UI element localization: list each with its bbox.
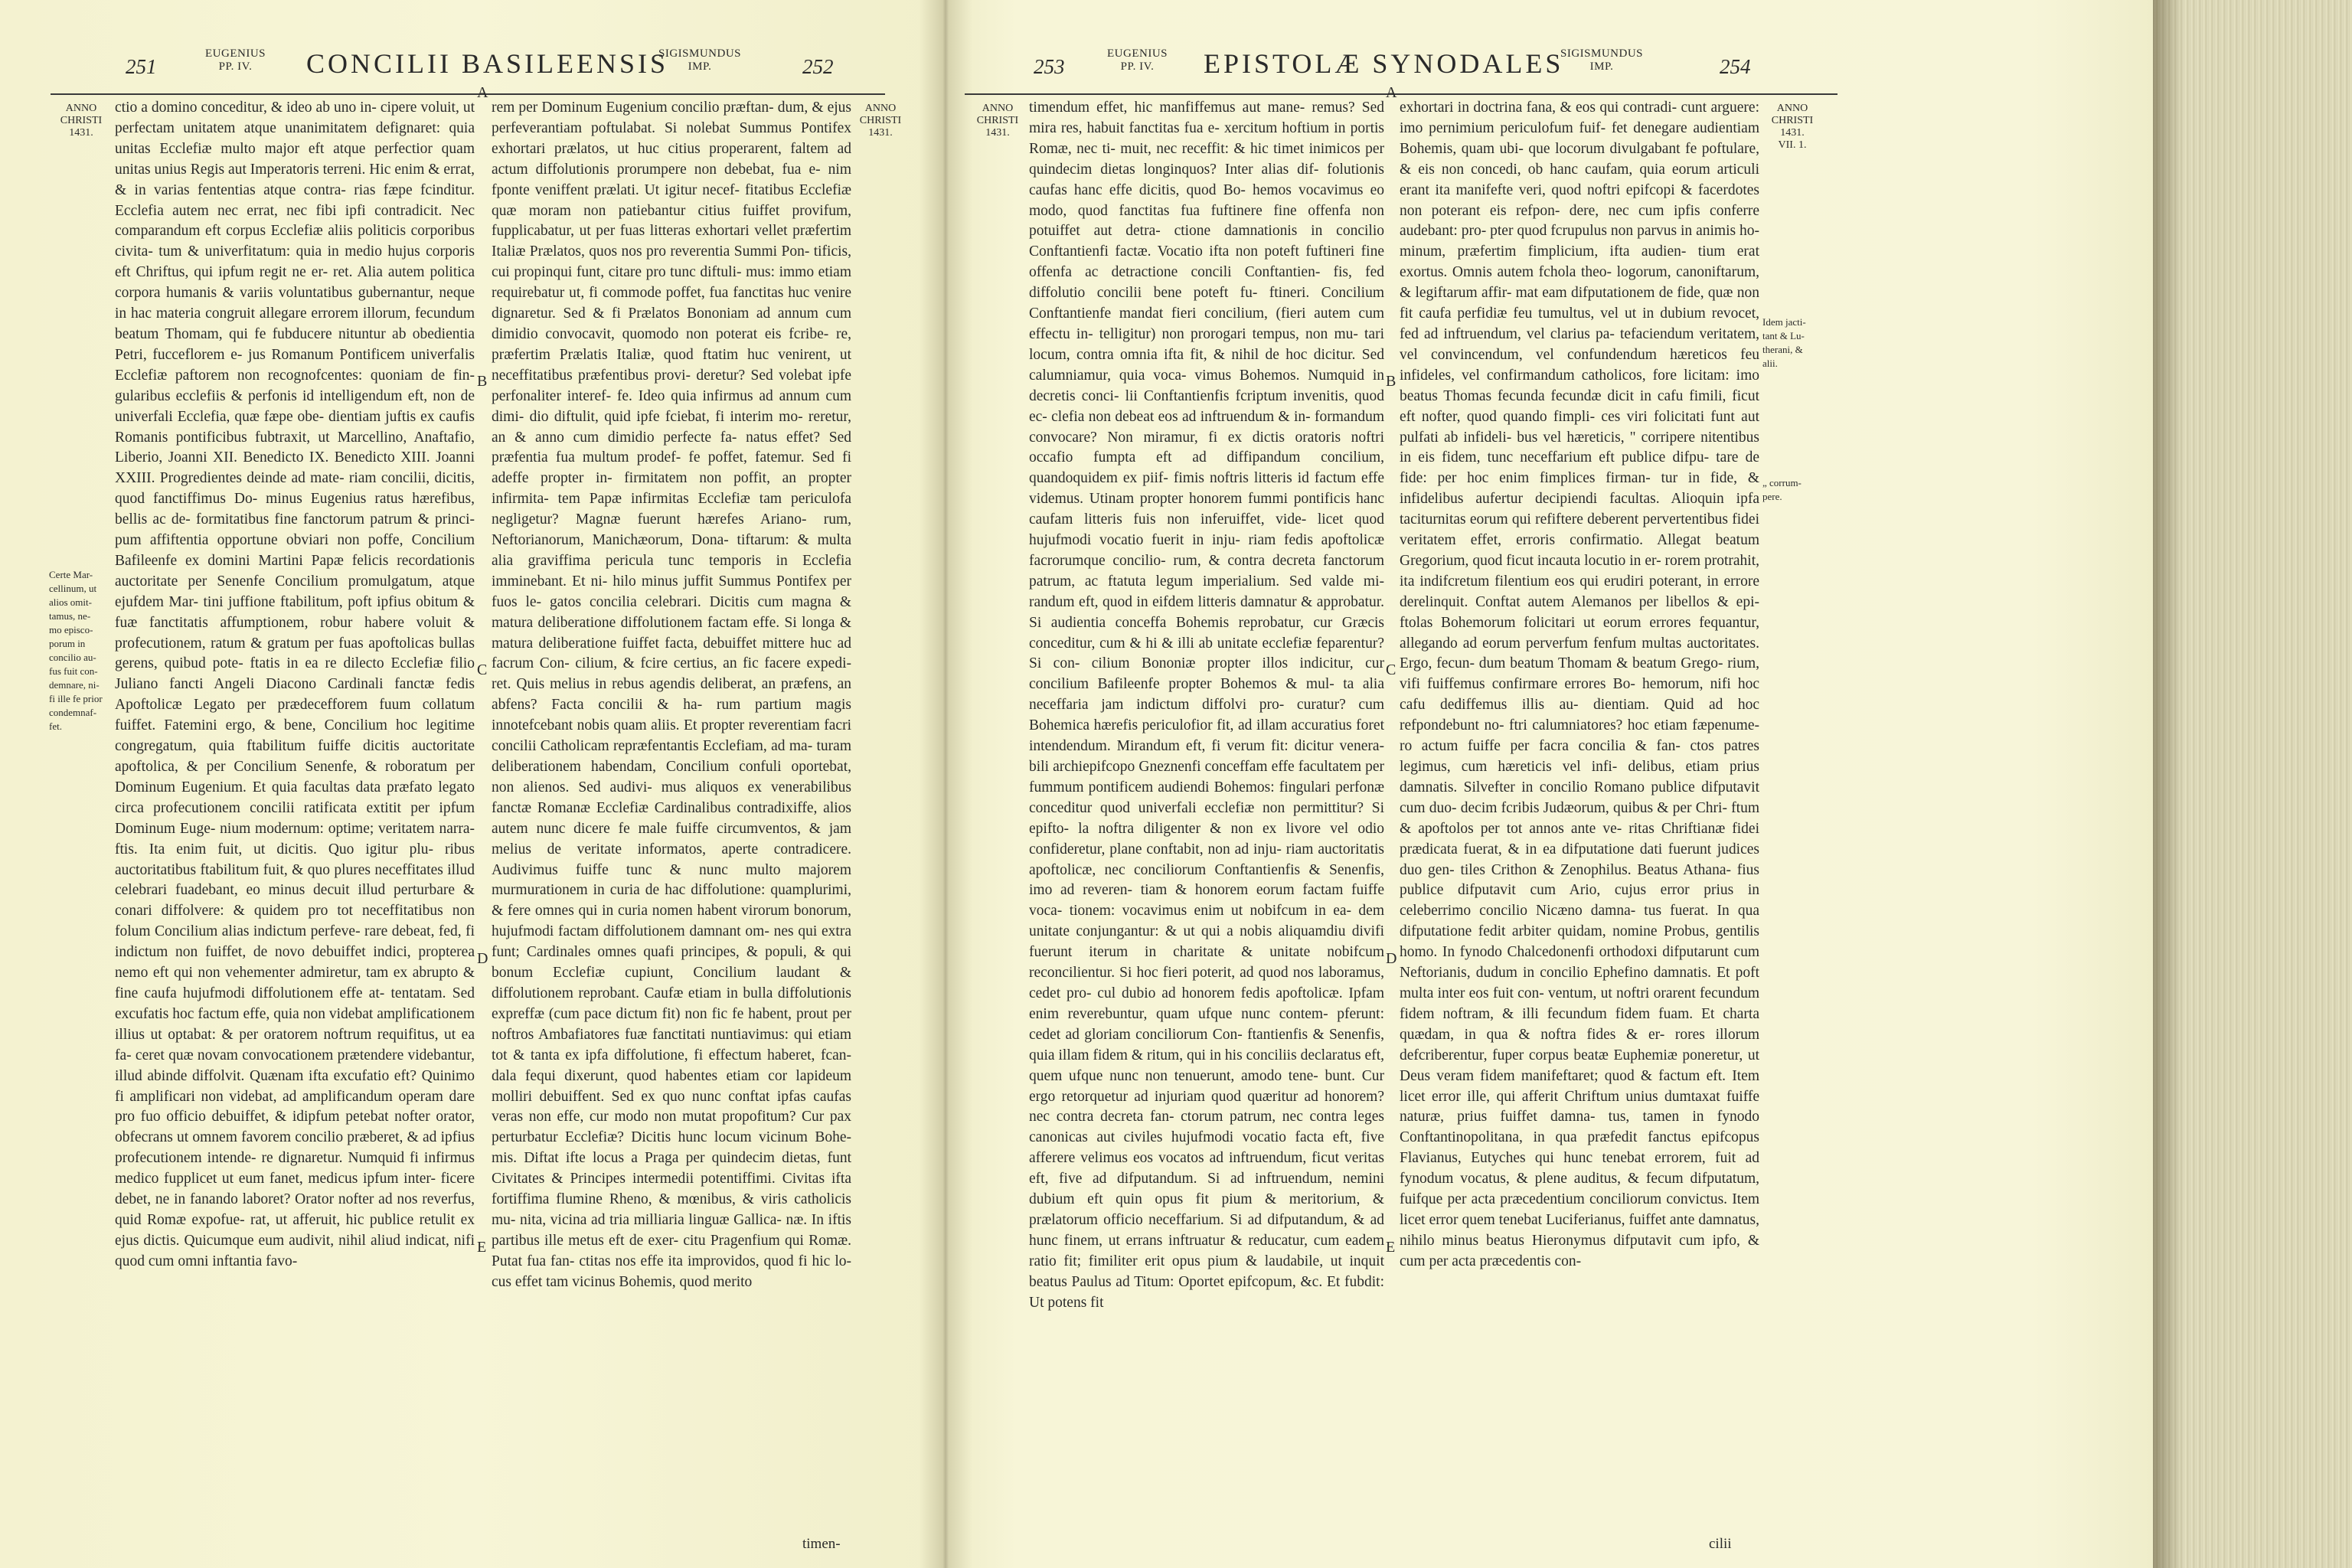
section-letter-c: C (1386, 662, 1396, 678)
section-letter-e: E (1386, 1239, 1396, 1256)
page-number-251: 251 (126, 55, 157, 78)
left-page-column-1 (115, 98, 475, 1553)
section-letter-b: B (1386, 373, 1396, 390)
page-number-254: 254 (1720, 55, 1751, 78)
section-letter-d: D (477, 950, 488, 967)
section-letter-b: B (477, 373, 488, 390)
side-note: Certe Mar- cellinum, ut alios omit- tamus, ne- mo episco- porum in concilio au- fus fuit con- demnare, ni- fi ille fe prior condemnaf- fet. (49, 569, 103, 732)
side-note-corrumpere: „ corrum- pere. (1762, 477, 1802, 502)
header-emperor: SIGISMUNDUS IMP. (1560, 47, 1644, 73)
left-page-header (0, 44, 943, 90)
catchword: timen- (802, 1536, 841, 1552)
margin-anno-left: ANNO CHRISTI 1431. (60, 103, 103, 139)
header-title: CONCILII BASILEENSIS (306, 48, 668, 79)
header-pope: EUGENIUS PP. IV. (205, 47, 266, 73)
right-page-column-1 (1029, 98, 1384, 1534)
header-title: EPISTOLÆ SYNODALES (1204, 48, 1564, 79)
side-note-lutherani: Idem jacti- tant & Lu- therani, & alii. (1762, 316, 1806, 369)
section-letter-c: C (477, 662, 488, 678)
right-page (943, 0, 2153, 1568)
section-letter-a: A (1386, 84, 1397, 101)
column-text: ctio a domino conceditur, & ideo ab uno in- cipere voluit, ut perfectam unitatem atque unanimitatem defignaret: quia unitas Ecclefiæ multo major eft atque perfectior quam unitas unius Regis aut Imperatoris terreni. Hic enim & errat, & in varias fententias atque contra- rias fæpe fcinditur. Ecclefia autem nec errat, nec fibi ipfi contradicit. Nec comparandum eft corpus Ecclefiæ aliis politicis corporibus civita- tum & univerfitatum: quia in medio hujus corporis eft Chriftus, qui ipfum regit ne er- ret. Alia autem politica corpora humanis & variis voluntatibus gubernantur, neque in hac materia congruit allegare errorem illorum, fecundum beatum Thomam, qui fe fubducere nituntur ab obedientia Petri, fucceflorem e- jus Romanum Pontificem univerfalis Ecclefiæ paftorem non recognofcentes: quoniam de fin- gularibus ecclefiis & perfonis id intelligendum eft, non de univerfali Ecclefia, quæ fæpe obe- dientiam juftis ex caufis Romanis pontificibus fubtraxit, ut Marcellino, Anaftafio, Liberio, Joanni XII. Benedicto IX. Benedicto XIII. Joanni XXIII. Progredientes deinde ad mate- riam concilii, dicitis, quod fanctiffimus Do- minus Eugenius ratus hærefibus, bellis ac de- formitatibus fine fanctorum patrum & princi- pum affiftentia opportune obviari non poffe, Concilium Bafileenfe ex domini Martini Papæ felicis recordationis auctoritate per Senenfe Concilium promulgatum, atque ejufdem Mar- tini juffione ftabilitum, poft ipfius obitum & fuæ fanctitatis affumptionem, robur habere voluit & profecutionem, ratum & gratum per fuas apoftolicas bullas gerens, quibud pote- ftatis in ea re dilecto Ecclefiæ filio Juliano fancti Angeli Diacono Cardinali fanctæ fedis Apoftolicæ Legato per prædecefforem fuum collatum fuiffet. Fatemini ergo, & bene, Concilium hoc legitime congregatum, quia ftabilitum fuiffe dicitis auctoritate apoftolica, & per Concilium Senenfe, & roboratum per Dominum Eugenium. Et quia facultas data præfato legato circa profecutionem concilii ratificata extitit per ipfum Dominum Euge- nium modernum: optime; veritatem narra- ftis. Ita enim fuit, ut dicitis. Quo igitur plu- ribus auctoritatibus ftabilitum fuit, & quo plures neceffitates illud celebrari fuadebant, eo minus decuit illud perturbare & conari diffolvere: & quidem pro tot neceffitatibus non folum Concilium alias indictum perfeve- rare debeat, fed, fi indictum non fuiffet, de novo debuiffet indici, propterea nemo eft qui non vehementer admiretur, tam ex abrupto & fine caufa hujufmodi diffolutionem effe at- tentatam. Sed excufatis hoc factum effe, quia non videbat amplificationem illius ut optabat: & per oratorem noftrum requifitus, ut ea fa- ceret quæ novam convocationem prætendere videbantur, illud abinde diffolvit. Quænam ifta excufatio eft? Quinimo fi amplificari non videbat, ad amplificandum operam dare pro fuo officio debuiffet, & idipfum petebat nofter orator, obfecrans ut omnem favorem concilio præberet, & ad ipfius profecutionem intende- re dignaretur. Numquid fi infirmus medico fupplicet ut eum fanet, medicus ipfum inter- ficere debet, ne in fanando laboret? Orator nofter ad nos reverfus, quid Romæ expofue- rat, ut afferuit, hic publice retulit ex ejus dictis. Quicumque eum audivit, nihil aliud indicat, nifi quod cum omni inftantia favo- (115, 100, 475, 1269)
page-number-252: 252 (802, 55, 834, 78)
right-page-header (943, 44, 2153, 90)
left-page-column-2 (492, 98, 851, 1534)
left-page (0, 0, 943, 1568)
margin-anno-right: ANNO CHRISTI 1431. VII. 1. (1771, 103, 1814, 151)
header-rule (51, 93, 885, 95)
page-edges (2153, 0, 2352, 1568)
column-text: exhortari in doctrina fana, & eos qui contradi- cunt arguere: imo pernimium periculofum fuif- fet denegare audientiam Bohemis, quam ubi- que locorum divulgabant fe poftulare, & eis non concedi, ob hanc caufam, quia eorum articuli erant ita manifefte veri, quod noftri epifcopi & facerdotes non poterant eis refpon- dere, nec cum ipfis conferre audebant: pro- pter quod fcrupulus non parvus in animis ho- minum, præfertim fimplicium, ifta audien- tium erat exortus. Omnis autem fchola theo- logorum, canoniftarum, & legiftarum affir- mat eam difputationem de fide, quæ non fit caufa perfidiæ feu tumultus, vel ut in dubium revocet, fed ad inftruendum, vel clarius pa- tefaciendum veritatem, vel convincendum, vel confundendum hæreticos feu infideles, vel confirmandum catholicos, fore licitam: imo beatus Thomas fecunda fecundæ dicit in cafu fimili, ficut eft nofter, quod quando fimpli- ces viri folicitati funt aut pulfati ab infideli- bus vel hæreticis, " corripere nitentibus in eis fidem, tunc neceffarium eft publice difpu- tare de fide: per hoc enim fimplices firman- tur in fide, & infidelibus aufertur decipiendi facultas. Alioquin ipfa taciturnitas eorum qui refiftere deberent pervertentibus fidei veritatem effet, erroris confirmatio. Allegat beatum Gregorium, quod ficut incauta locutio in er- rorem protrahit, ita indifcretum filentium eos qui erudiri poterant, in errore derelinquit. Conftat autem Alemanos per libellos & epi- ftolas Bohemorum folicitari ut eorum errores fequantur, allegando ad eorum perverfum fenfum multas auctoritates. Ergo, fecun- dum beatum Thomam & beatum Grego- rium, vifi fuiffemus confirmare errores Bo- hemorum, nifi hoc cafu dediffemus illis au- dientiam. Quid ad hoc refpondebunt no- ftri calumniatores? hoc etiam fæpenume- ro actum fuiffe per facra concilia & fan- ctos patres legimus, cum hæreticis vel infi- delibus, etiam prius damnatis. Silvefter in concilio Romano publice difputavit cum duo- decim fcribis Judæorum, quibus & per Chri- ftum & apoftolos per tot annos ante ve- ritas Chriftianæ fidei prædicata fuerat, & in ea difputatione dati fuerunt judices duo gen- tiles Crithon & Zenophilus. Beatus Athana- fius publice difputavit cum Ario, cujus error prius in celeberrimo concilio Nicæno damna- tus fuerat. In qua difputatione fedit arbiter quidam, nomine Probus, gentilis homo. In fynodo Chalcedonenfi orthodoxi difputarunt cum Neftorianis, dudum in concilio Ephefino damnatis. Et poft multa inter eos fuit con- ventum, ut noftri orarent fecundum fidem noftram, & illi fecundum fidem fuam. Et charta quædam, in qua & noftra fides & er- rores illorum defcriberentur, fuper corpus beatæ Euphemiæ poneretur, ut Deus veram fidem manifeftaret; quod & factum eft. Item licet error ille, qui afferit Chriftum unius dumtaxat fuiffe naturæ, prius fuiffet damna- tus, tamen in fynodo Conftantinopolitana, in qua præfedit fanctus epifcopus Flavianus, Eutyches qui hunc tenebat errorem, fuit ad fynodum vocatus, & plene auditus, & fecum difputatum, fuifque per acta præcedentium conciliorum convictus. Item licet error quem tenebat Luciferianus, fuiffet ante damnatus, nihilo minus beatus Hieronymus difputavit cum ipfo, & cum per acta præcedentis con- (1400, 100, 1759, 1269)
header-pope: EUGENIUS PP. IV. (1107, 47, 1168, 73)
catchword: cilii (1709, 1536, 1732, 1552)
section-letter-e: E (477, 1239, 487, 1256)
column-text: rem per Dominum Eugenium concilio præftan- dum, & ejus perfeverantiam poftulabat. Si nolebat Summus Pontifex exhortari prælatos, ut huc citius properarent, faltem ad actum diffolutionis prorumpere non debebat, fua e- nim fponte veniffent prælati. Ut igitur necef- fitatibus Ecclefiæ quæ moram non patiebantur citius fuiffet provifum, fupplicabatur, ut per fuas litteras exhortari vellet præfertim Italiæ Prælatos, quos nos pro reverentia Summi Pon- tificis, cui propinqui funt, citare pro tunc diftuli- mus: immo etiam requirebatur ut, fi commode poffet, fua fanctitas huc venire dignaretur. Sed & fi Prælatos Bononiam ad annum cum dimidio convocavit, quomodo non poterat eis fcribe- re, præfertim Prælatis Italiæ, quod ftatim huc venirent, ut neceffitatibus præfentibus provi- deretur? Sed volebat ipfe perfonaliter interef- fe. Ideo quia infirmus ad annum cum dimi- dio diftulit, quid ipfe fciebat, fi interim mo- reretur, an & anno cum dimidio perfecte fa- natus effet? Sed præfentia fua multum prodef- fe poffet, fatemur. Sed fi adeffe propter in- firmitatem non poffit, an propter infirmita- tem Papæ infirmitas Ecclefiæ tam periculofa negligetur? Magnæ fuerunt hærefes Ariano- rum, Neftorianorum, Manichæorum, Dona- tiftarum: & multa alia graviffima pericula tunc temporis in Ecclefia imminebant. Et ni- hilo minus juffit Summus Pontifex per fuos le- gatos concilia celebrari. Dicitis cum magna & matura deliberatione diffolutionem factam effe. Si longa & matura deliberatione fuiffet facta, debuiffet mittere huc ad facrum Con- cilium, & fcire certius, an fic facere expedi- ret. Quis melius in rebus agendis deliberat, an præfens, an abfens? Facta concilii & ha- rum partium magis innotefcebant nobis quam aliis. Et propter reverentiam facri concilii Catholicam repræfentantis Ecclefiam, ad ma- turam deliberationem habendam, Concilium confuli oportebat, non alienos. Sed audivi- mus aliquos ex venerabilibus fanctæ Romanæ Ecclefiæ Cardinalibus contradixiffe, alios autem nunc dicere fe male fuiffe circumventos, & jam melius de veritate informatos, aperte contradicere. Audivimus fuiffe tunc & nunc multo majorem murmurationem in curia de hac diffolutione: quamplurimi, & fere omnes qui in curia nomen habent virorum bonorum, hujufmodi factam diffolutionem damnant om- nes qui extra funt; Cardinales omnes quafi principes, & populi, & qui bonum Ecclefiæ cupiunt, Concilium laudant & diffolutionem reprobant. Caufæ etiam in bulla diffolutionis expreffæ (cum pace dictum fit) non fic fe habent, prout per noftros Ambafiatores fuæ fanctitati nuntiavimus: qui etiam tot & tanta ex ipfa diffolutione, fi effectum haberet, fcan- dala fequi dixerunt, quod habentes etiam cor lapideum molliri debuiffent. Sed ex quo nunc conftat ipfas caufas veras non effe, cur modo non mutat propofitum? Cur pax perturbatur Ecclefiæ? Dicitis hunc locum vicinum Bohe- mis. Diftat ifte locus a Praga per quindecim dietas, funt Civitates & Principes intermedii potentiffimi. Civitas ifta fortiffima flumine Rheno, & mœnibus, & viris catholicis mu- nita, vicina ad tria milliaria linguæ Gallica- næ. In iftis partibus ille metus eft de exer- citu Pragenfium qui Romæ. Putat fua fan- ctitas nos effe ita improvidos, quod fi hic lo- cus effet tam vicinus Bohemis, quod merito (492, 100, 851, 1290)
section-letter-d: D (1386, 950, 1397, 967)
page-number-253: 253 (1034, 55, 1065, 78)
right-page-column-2 (1400, 98, 1759, 1534)
margin-anno-left: ANNO CHRISTI 1431. (976, 103, 1019, 139)
header-emperor: SIGISMUNDUS IMP. (658, 47, 742, 73)
margin-anno-right: ANNO CHRISTI 1431. (859, 103, 902, 139)
section-letter-a: A (477, 84, 488, 101)
column-text: timendum effet, hic manfiffemus aut mane- remus? Sed mira res, habuit fanctitas fua e- xercitum hoftium in portis Romæ, nec ti- muit, nec receffit: & hic timet inimicos per quindecim dietas longinquos? Inter alias dif- folutionis caufas hanc effe dicitis, quod Bo- hemos vocavimus eo modo, quod fanctitas fua fuftinere fine offenfa non potuiffet aut detra- ctione damnationis in concilio Conftantienfi factæ. Vocatio ifta non poteft fuftineri fine offenfa ac detractione concili Conftantien- fis, fed diffolutio concilii bene poteft fu- ftineri. Concilium Conftantienfe mandat fieri concilium, (fieri autem cum effectu in- telligitur) non prorogari tempus, non mu- tari locum, contra omnia ifta fit, & nihil de hoc dicitur. Sed calumniamur, quia voca- vimus Bohemos. Numquid in decretis conci- lii Conftantienfis fcriptum invenitis, quod ec- clefia non debeat eos ad inftruendum & in- formandum convocare? Non miramur, fi ex dictis oratoris noftri occafio fumpta eft ad diffipandum concilium, quandoquidem ex piif- fimis noftris litteris id factum effe videmus. Utinam propter honorem fummi pontificis hanc caufam litteris fuis non inferuiffet, vide- licet quod hujufmodi vocatio fuerit in inju- riam fedis apoftolicæ facrorumque concilio- rum, & contra decreta fanctorum patrum, ac ftatuta legum imperialium. Sed valde mi- randum eft, quod in eifdem litteris damnatur & approbatur. Si audientia conceffa Bohemis reprobatur, cur Græcis conceditur, cum & hi & illi ab unitate ecclefiæ feparentur? Si con- cilium Bononiæ propter illos indicitur, cur concilium Bafileenfe propter Bohemos & mul- ta alia neceffaria jam indictum diffolvi pro- curatur? cum Bohemica hærefis periculofior fit, ad illam accuratius foret intendendum. Mirandum eft, fi verum fit: dicitur venera- bili archiepifcopo Gneznenfi conceffam effe facultatem per fummum pontificem audiendi Bohemos: fingulari perfonæ conceditur quod univerfali ecclefiæ non permittitur? Si epifto- la noftra diligenter & non ex livore vel odio confideretur, plane conftabit, non ad inju- riam auctoritatis apoftolicæ, nec conciliorum Conftantienfis & Senenfis, imo ad reveren- tiam & honorem eorum factam fuiffe voca- tionem: vocavimus enim ut nobifcum in ea- dem unitate conjungantur: & ut qui a nobis aliquamdiu divifi fuerunt iterum in charitate & unitate nobifcum reconcilientur. Si hoc fieri poterit, ad quod nos laboramus, cedet pro- cul dubio ad honorem fedis apoftolicæ. Ipfam enim reverebuntur, quam ufque nunc contem- pferunt: cedet ad gloriam conciliorum Con- ftantienfis & Senenfis, quia illam fidem & ritum, qui in his conciliis declaratus eft, quem ufque nunc non tenuerunt, amodo tene- bunt. Cur ergo retorquetur ad injuriam quod quæritur ad honorem? nec contra decreta fan- ctorum patrum, nec contra leges canonicas aut civiles hujufmodi vocatio facta eft, five afferere velimus eos vocatos ad inftruendum, ficut veritas eft, five ad difputandum. Si ad inftruendum, nemini dubium eft quin opus fit pium & meritorium, & prælatorum officio neceffarium. Si ad difputandum, & ad hunc finem, ut errans inftruatur & reducatur, cum eadem ratio fit; fimiliter erit opus pium & laudabile, ut inquit beatus Paulus ad Titum: Oportet epifcopum, &c. Et fubdit: Ut potens fit (1029, 100, 1384, 1311)
header-rule (965, 93, 1838, 95)
